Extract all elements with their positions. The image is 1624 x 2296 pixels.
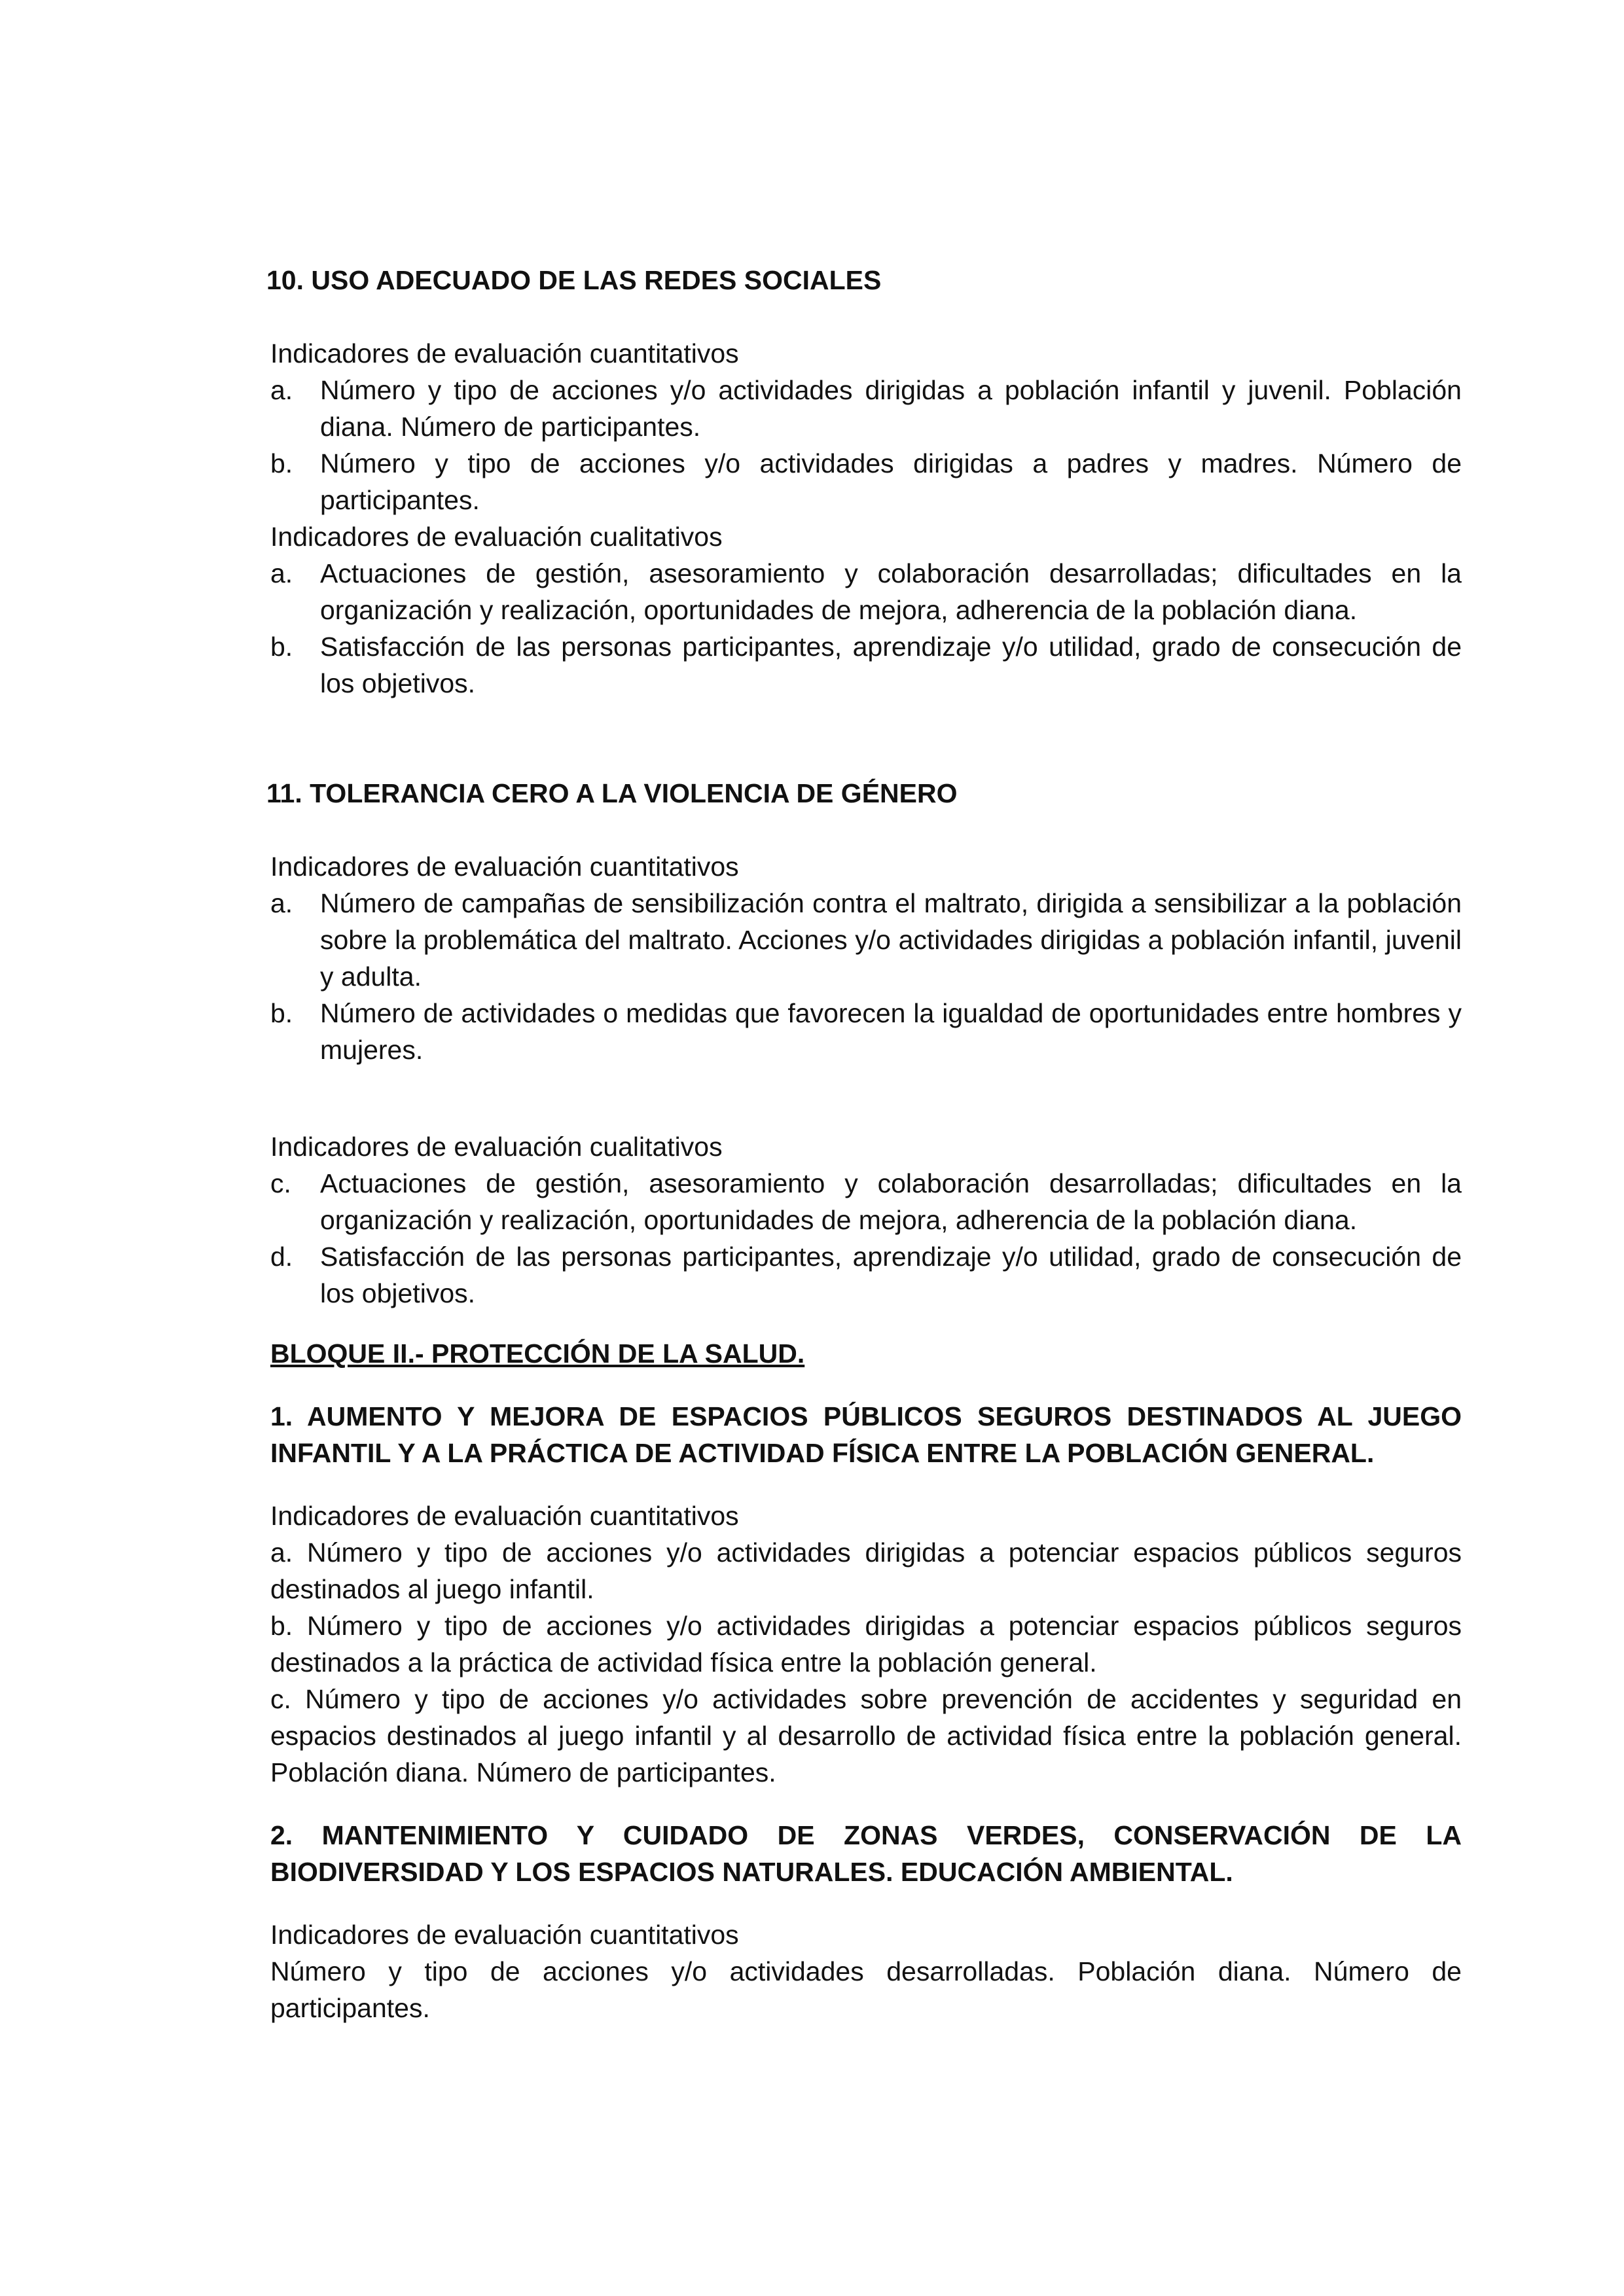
list-item-label: a. — [270, 888, 293, 918]
list-item-label: b. — [270, 448, 293, 478]
list-item-label: d. — [270, 1242, 293, 1272]
block-title: BLOQUE II.- PROTECCIÓN DE LA SALUD. — [270, 1338, 805, 1369]
list-item-label: b. — [270, 998, 293, 1028]
block-item-1-quant-label: Indicadores de evaluación cuantitativos — [270, 1501, 739, 1531]
list-item — [270, 1165, 1462, 1238]
list-item-label: a. — [270, 558, 293, 588]
section-10-title: 10. USO ADECUADO DE LAS REDES SOCIALES — [266, 265, 882, 295]
list-item-text: Número y tipo de acciones y/o actividades dirigidas a padres y madres. Número de participantes. — [320, 448, 1462, 515]
section-11-title: 11. TOLERANCIA CERO A LA VIOLENCIA DE GÉNERO — [266, 778, 958, 808]
list-item-label: c. — [270, 1168, 291, 1198]
section-11-quant-label: Indicadores de evaluación cuantitativos — [270, 852, 739, 882]
section-11-qual-label: Indicadores de evaluación cualitativos — [270, 1132, 723, 1162]
list-item-text: Número de actividades o medidas que favorecen la igualdad de oportunidades entre hombres y mujeres. — [320, 998, 1462, 1065]
paragraph: b. Número y tipo de acciones y/o actividades dirigidas a potenciar espacios públicos seguros destinados a la práctica de actividad física entre la población general. — [270, 1611, 1462, 1677]
section-10-qual-label: Indicadores de evaluación cualitativos — [270, 522, 723, 552]
list-item-text: Número de campañas de sensibilización contra el maltrato, dirigida a sensibilizar a la población sobre la problemática del maltrato. Acciones y/o actividades dirigidas a población infantil, juvenil y adulta. — [320, 888, 1462, 992]
paragraph: c. Número y tipo de acciones y/o actividades sobre prevención de accidentes y seguridad en espacios destinados al juego infantil y al desarrollo de actividad física entre la población general. Población diana. Número de participantes. — [270, 1684, 1462, 1787]
list-item-text: Número y tipo de acciones y/o actividades dirigidas a población infantil y juvenil. Población diana. Número de participantes. — [320, 375, 1462, 442]
list-item — [270, 445, 1462, 518]
section-10-quant-label: Indicadores de evaluación cuantitativos — [270, 338, 739, 368]
list-item — [270, 1238, 1462, 1312]
list-item-label: b. — [270, 632, 293, 662]
paragraph: Número y tipo de acciones y/o actividades desarrolladas. Población diana. Número de participantes. — [270, 1956, 1462, 2023]
list-item-text: Satisfacción de las personas participantes, aprendizaje y/o utilidad, grado de consecución de los objetivos. — [320, 632, 1462, 698]
block-item-2-quant-label: Indicadores de evaluación cuantitativos — [270, 1920, 739, 1950]
paragraph: a. Número y tipo de acciones y/o actividades dirigidas a potenciar espacios públicos seguros destinados al juego infantil. — [270, 1537, 1462, 1604]
list-item-text: Satisfacción de las personas participantes, aprendizaje y/o utilidad, grado de consecución de los objetivos. — [320, 1242, 1462, 1308]
block-item-2-title: 2. MANTENIMIENTO Y CUIDADO DE ZONAS VERDES, CONSERVACIÓN DE LA BIODIVERSIDAD Y LOS ESPACIOS NATURALES. EDUCACIÓN AMBIENTAL. — [270, 1820, 1462, 1887]
list-item-text: Actuaciones de gestión, asesoramiento y colaboración desarrolladas; dificultades en la organización y realización, oportunidades de mejora, adherencia de la población diana. — [320, 1168, 1462, 1235]
list-item-text: Actuaciones de gestión, asesoramiento y colaboración desarrolladas; dificultades en la organización y realización, oportunidades de mejora, adherencia de la población diana. — [320, 558, 1462, 625]
list-item — [270, 995, 1462, 1068]
block-item-1-title: 1. AUMENTO Y MEJORA DE ESPACIOS PÚBLICOS SEGUROS DESTINADOS AL JUEGO INFANTIL Y A LA PRÁCTICA DE ACTIVIDAD FÍSICA ENTRE LA POBLACIÓN GENERAL. — [270, 1401, 1462, 1468]
list-item-label: a. — [270, 375, 293, 405]
document-body — [266, 262, 1462, 2026]
list-item — [270, 885, 1462, 995]
list-item — [270, 555, 1462, 628]
list-item — [270, 372, 1462, 445]
list-item — [270, 628, 1462, 702]
